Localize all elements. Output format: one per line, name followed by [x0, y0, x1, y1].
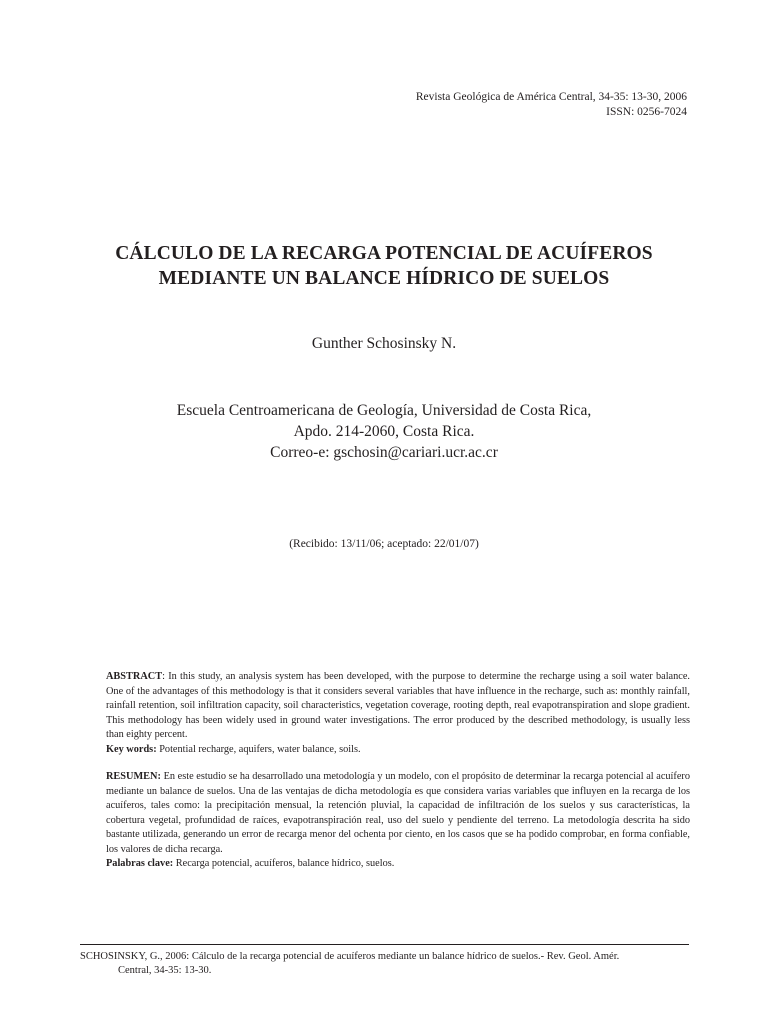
paper-title [0, 241, 768, 291]
resumen-label: RESUMEN: [106, 771, 161, 782]
abstract-block [106, 670, 690, 872]
journal-header [416, 90, 687, 120]
abstract-paragraph [106, 670, 690, 743]
affiliation-line-2: Apdo. 214-2060, Costa Rica. [293, 423, 475, 440]
footer-line-2: Central, 34-35: 13-30. [118, 965, 212, 976]
citation-footer [80, 950, 692, 978]
keywords-paragraph [106, 743, 690, 758]
journal-citation: Revista Geológica de América Central, 34-35: 13-30, 2006 [415, 91, 687, 103]
palabras-clave-paragraph [106, 857, 690, 872]
resumen-paragraph [106, 770, 690, 857]
palabras-clave-label: Palabras clave: [106, 858, 174, 869]
title-line-1: CÁLCULO DE LA RECARGA POTENCIAL DE ACUÍFEROS [115, 243, 653, 264]
abstract-label: ABSTRACT [106, 671, 163, 682]
affiliation-line-1: Escuela Centroamericana de Geología, Universidad de Costa Rica, [176, 402, 592, 419]
author-name: Gunther Schosinsky N. [311, 335, 457, 352]
journal-issn: ISSN: 0256-7024 [606, 106, 687, 118]
received-accepted-dates: (Recibido: 13/11/06; aceptado: 22/01/07) [289, 538, 479, 550]
affiliation [0, 400, 768, 463]
footer-line-1: SCHOSINSKY, G., 2006: Cálculo de la recarga potencial de acuíferos mediante un balance hídrico de suelos.- Rev. Geol. Amér. [80, 951, 620, 962]
title-line-2: MEDIANTE UN BALANCE HÍDRICO DE SUELOS [158, 268, 610, 289]
palabras-clave-text: Recarga potencial, acuíferos, balance hídrico, suelos. [173, 858, 395, 869]
resumen-text: En este estudio se ha desarrollado una metodología y un modelo, con el propósito de determinar la recarga potencial al acuífero mediante un balance de suelos. Una de las ventajas de dicha metodología es que considera varias variables que influyen en la recarga de los acuíferos, tales como: la precipitación mensual, la retención pluvial, la capacidad de infiltración de los suelos y sus características, la cobertura vegetal, profundidad de raíces, evapotranspiración real, uso del suelo y pendiente del terreno. La metodología descrita ha sido bastante utilizada, generando un error de recarga menor del ochenta por ciento, en los casos que se ha podido comprobar, en forma confiable, los valores de dicha recarga. [106, 771, 690, 855]
footer-divider [80, 944, 689, 945]
affiliation-email: Correo-e: gschosin@cariari.ucr.ac.cr [270, 444, 498, 461]
abstract-text: : In this study, an analysis system has been developed, with the purpose to determine the recharge using a soil water balance. One of the advantages of this methodology is that it considers several variables that have influence in the recharge, such as: monthly rainfall, rainfall retention, soil infiltration capacity, soil characteristics, vegetation coverage, rooting depth, real evapotranspiration and slope gradient. This methodology has been widely used in ground water investigations. The error produced by the described methodology, is usually less than eighty percent. [106, 671, 690, 740]
keywords-text: Potential recharge, aquifers, water balance, soils. [156, 743, 361, 755]
keywords-label: Key words: [106, 743, 157, 755]
